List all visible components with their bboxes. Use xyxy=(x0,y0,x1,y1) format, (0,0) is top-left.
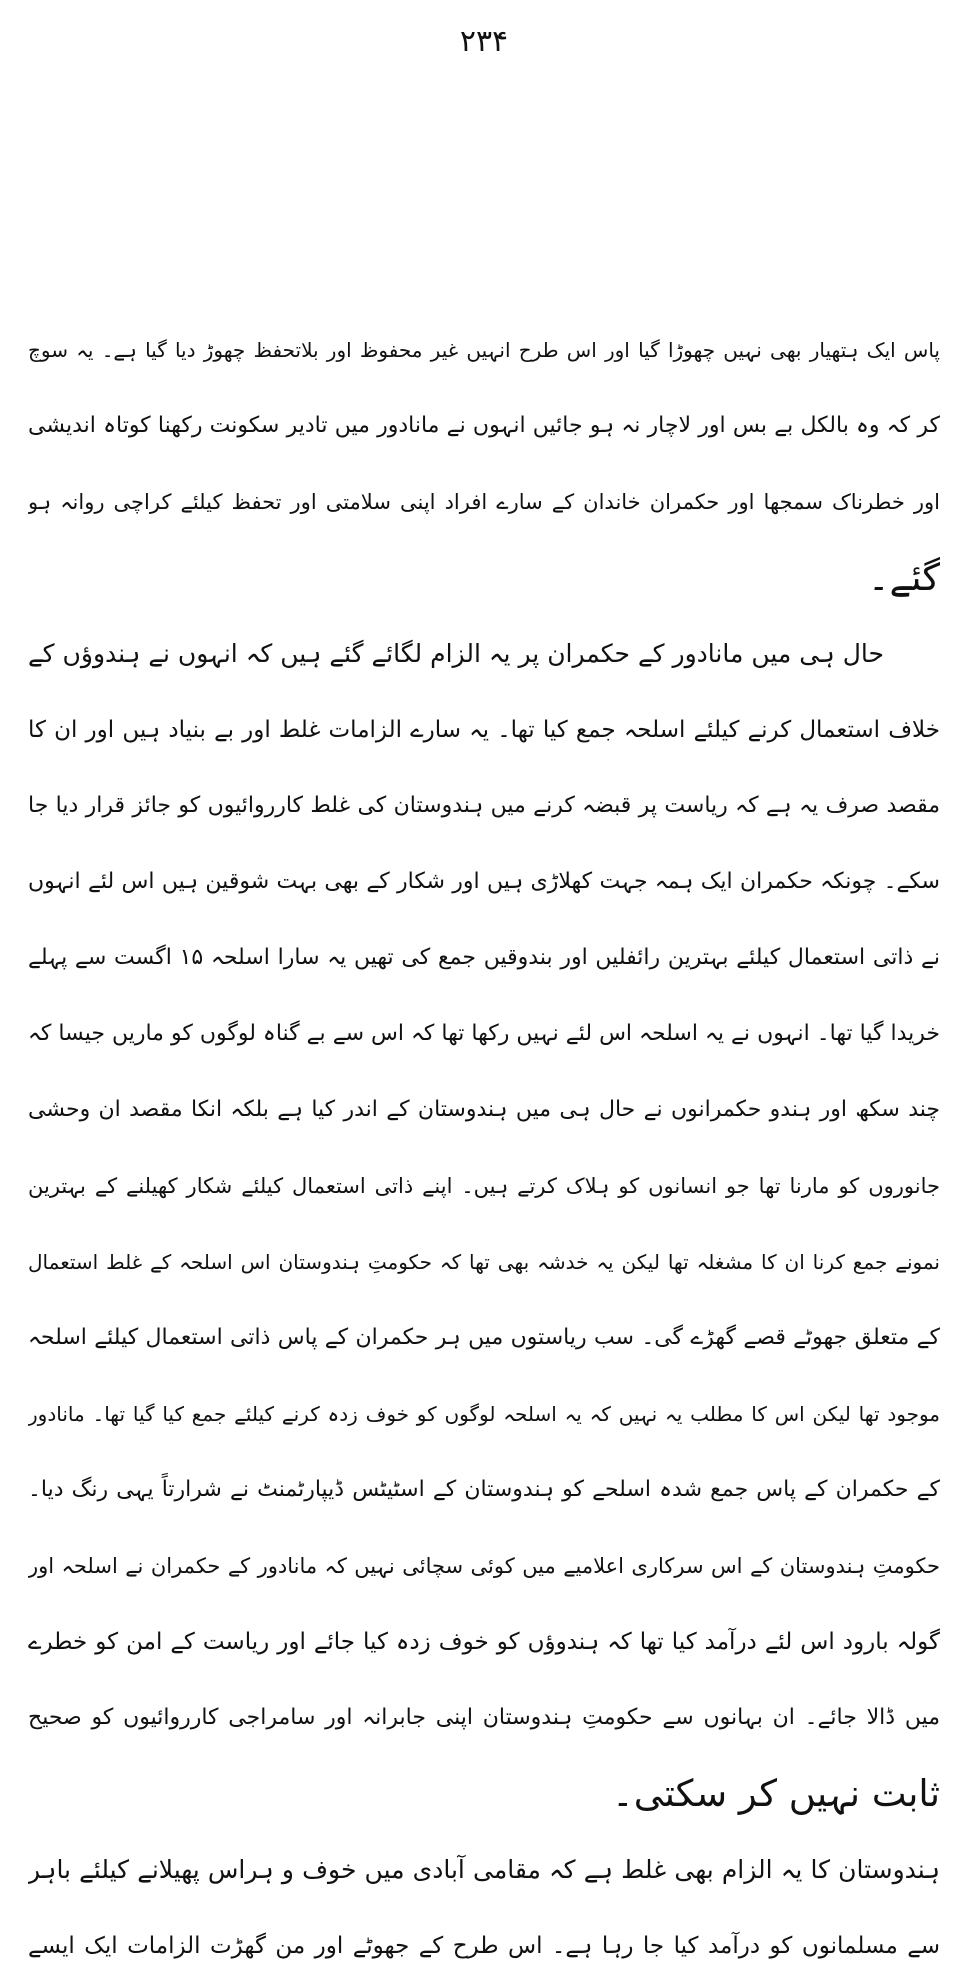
text-line: حکومتِ ہندوستان کے اس سرکاری اعلامیے میں کوئی سچائی نہیں کہ مانادور کے حکمران نے اسلحہ اور xyxy=(28,1554,940,1578)
text-line: نمونے جمع کرنا ان کا مشغلہ تھا لیکن یہ خدشہ بھی تھا کہ حکومتِ ہندوستان اس اسلحہ کے غلط استعمال xyxy=(28,1250,940,1274)
text-line: مقصد صرف یہ ہے کہ ریاست پر قبضہ کرنے میں ہندوستان کی غلط کارروائیوں کو جائز قرار دیا جا xyxy=(28,793,940,818)
text-line: گئے۔ xyxy=(867,556,940,599)
text-line: سے مسلمانوں کو درآمد کیا جا رہا ہے۔ اس طرح کے جھوٹے اور من گھڑت الزامات ایک ایسے xyxy=(28,1933,940,1959)
text-line: گولہ بارود اس لئے درآمد کیا تھا کہ ہندوؤں کو خوف زدہ کیا جائے اور ریاست کے امن کو خطرے xyxy=(28,1629,940,1655)
text-line: خلاف استعمال کرنے کیلئے اسلحہ جمع کیا تھا۔ یہ سارے الزامات غلط اور بے بنیاد ہیں اور ان کا xyxy=(28,717,940,743)
paragraph-3 xyxy=(28,1832,940,1984)
paragraph-1 xyxy=(28,312,940,616)
text-line: کے متعلق جھوٹے قصے گھڑے گی۔ سب ریاستوں میں ہر حکمران کے پاس ذاتی استعمال کیلئے اسلحہ xyxy=(28,1325,940,1350)
text-line: ہندوستان کا یہ الزام بھی غلط ہے کہ مقامی آبادی میں خوف و ہراس پھیلانے کیلئے باہر xyxy=(28,1855,940,1884)
text-line: اور خطرناک سمجھا اور حکمران خاندان کے سارے افراد اپنی سلامتی اور تحفظ کیلئے کراچی روانہ ہو xyxy=(28,490,940,514)
text-line: کر کہ وہ بالکل بے بس اور لاچار نہ ہو جائیں انہوں نے مانادور میں تادیر سکونت رکھنا کوتاہ اندیشی xyxy=(28,413,940,438)
paragraph-2 xyxy=(28,616,940,1832)
text-line: موجود تھا لیکن اس کا مطلب یہ نہیں کہ یہ اسلحہ لوگوں کو خوف زدہ کرنے کیلئے جمع کیا گیا تھا۔ مانادور xyxy=(28,1402,940,1426)
text-line: سکے۔ چونکہ حکمران ایک ہمہ جہت کھلاڑی ہیں اور شکار کے بھی بہت شوقین ہیں اس لئے انہوں xyxy=(28,869,940,894)
text-line: خریدا گیا تھا۔ انہوں نے یہ اسلحہ اس لئے نہیں رکھا تھا کہ اس سے بے گناہ لوگوں کو ماریں جیسا کہ xyxy=(28,1021,940,1046)
text-line: چند سکھ اور ہندو حکمرانوں نے حال ہی میں ہندوستان کے اندر کیا ہے بلکہ انکا مقصد ان وحشی xyxy=(28,1097,940,1122)
page-number: ۲۳۴ xyxy=(459,24,509,59)
text-line: ثابت نہیں کر سکتی۔ xyxy=(612,1772,940,1815)
text-line: کے حکمران کے پاس جمع شدہ اسلحے کو ہندوستان کے اسٹیٹس ڈیپارٹمنٹ نے شرارتاً یہی رنگ دیا۔ xyxy=(28,1477,940,1502)
text-line: حال ہی میں مانادور کے حکمران پر یہ الزام لگائے گئے ہیں کہ انہوں نے ہندوؤں کے xyxy=(28,639,884,668)
text-line: پاس ایک ہتھیار بھی نہیں چھوڑا گیا اور اس طرح انہیں غیر محفوظ اور بلاتحفظ چھوڑ دیا گیا ہے۔ یہ سوچ xyxy=(28,338,940,362)
text-line: جانوروں کو مارنا تھا جو انسانوں کو ہلاک کرتے ہیں۔ اپنے ذاتی استعمال کیلئے شکار کھیلنے کے بہترین xyxy=(28,1174,940,1198)
text-line: نے ذاتی استعمال کیلئے بہترین رائفلیں اور بندوقیں جمع کی تھیں یہ سارا اسلحہ ۱۵ اگست سے پہلے xyxy=(28,945,940,970)
body-text xyxy=(28,312,940,1984)
text-line: میں ڈالا جائے۔ ان بہانوں سے حکومتِ ہندوستان اپنی جابرانہ اور سامراجی کارروائیوں کو صحیح xyxy=(28,1705,940,1730)
